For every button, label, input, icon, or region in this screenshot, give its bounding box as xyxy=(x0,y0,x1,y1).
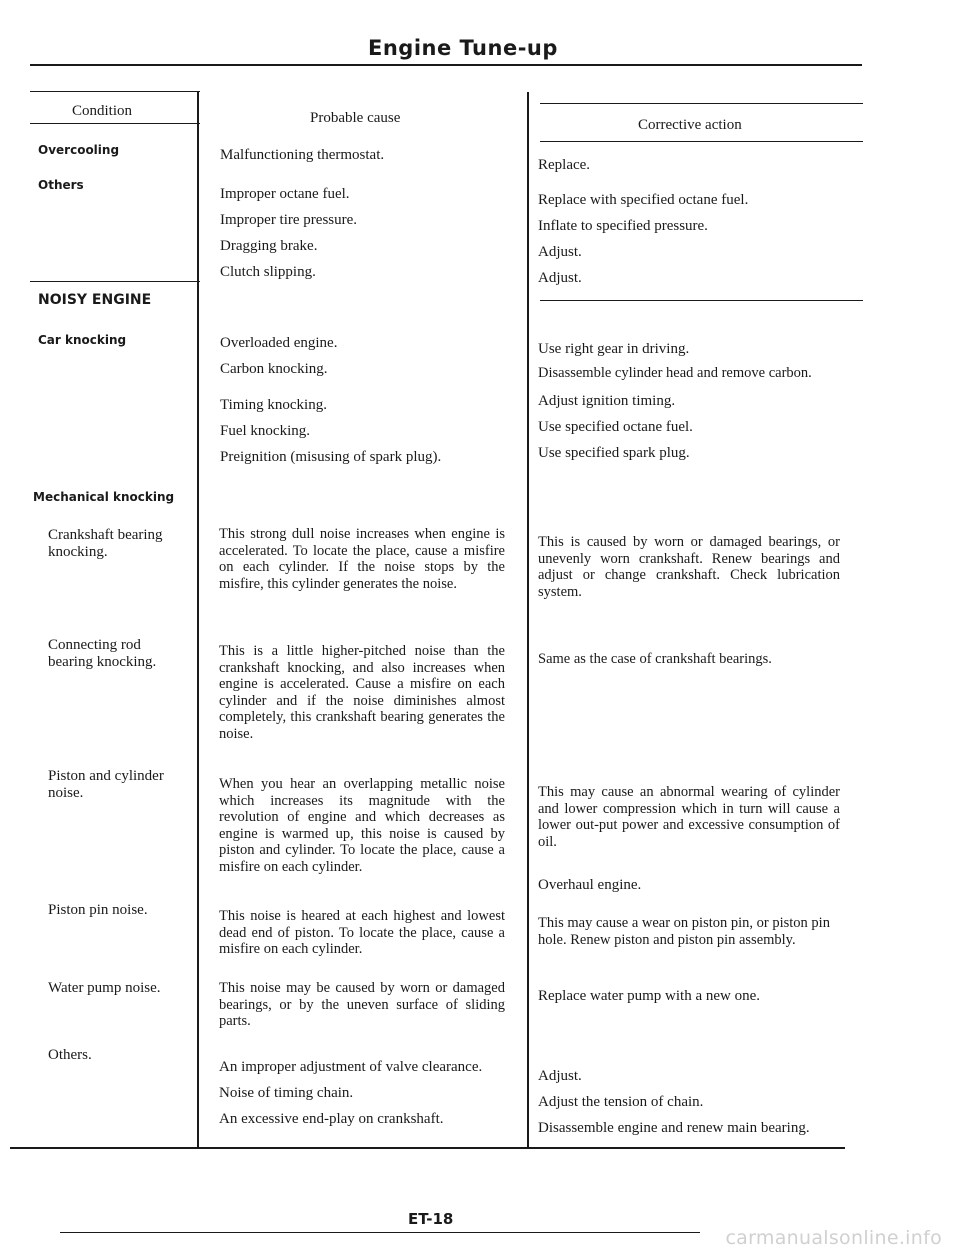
action-item: Adjust ignition timing. xyxy=(538,392,676,409)
action-crankshaft-bearing: This is caused by worn or damaged bearings, or unevenly worn crankshaft. Renew bearings and adjust or change crankshaft. Check lubrication system. xyxy=(538,534,840,600)
cause-crankshaft-bearing: This strong dull noise increases when engine is accelerated. To locate the place, cause a misfire on each cylinder. If the noise stops by the misfire, this cylinder generates the noise. xyxy=(219,526,505,592)
header-under-right xyxy=(540,141,863,142)
header-corrective-action: Corrective action xyxy=(638,117,742,133)
column-divider-2 xyxy=(527,92,529,1149)
action-item: Adjust the tension of chain. xyxy=(538,1094,704,1110)
subsection-mechanical-knocking: Mechanical knocking xyxy=(33,490,175,504)
cause-item: Noise of timing chain. xyxy=(219,1085,354,1101)
action-item: Adjust. xyxy=(538,1068,582,1084)
action-piston-pin: This may cause a wear on piston pin, or piston pin hole. Renew piston and piston pin assembly. xyxy=(538,915,830,948)
page-number: ET-18 xyxy=(408,1210,454,1228)
condition-piston-cylinder: Piston and cylinder noise. xyxy=(48,768,164,801)
action-item: Disassemble cylinder head and remove carbon. xyxy=(538,365,812,381)
header-rule-left xyxy=(30,91,200,92)
section-rule-left xyxy=(30,281,200,282)
condition-connecting-rod: Connecting rod bearing knocking. xyxy=(48,637,157,670)
cause-item: An improper adjustment of valve clearance. xyxy=(219,1059,483,1075)
action-list-others xyxy=(538,187,848,291)
cause-piston-pin: This noise is heared at each highest and lowest dead end of piston. To locate the place, cause a misfire on each cylinder. xyxy=(219,908,505,957)
section-heading-noisy-engine: NOISY ENGINE xyxy=(38,292,152,308)
action-piston-cylinder: This may cause an abnormal wearing of cylinder and lower compression which in turn will cause a lower out-put power and excessive consumption of oil. xyxy=(538,784,840,850)
page-title: Engine Tune-up xyxy=(368,36,558,60)
action-list-car-knocking xyxy=(538,336,842,466)
top-rule xyxy=(30,64,862,66)
condition-piston-pin: Piston pin noise. xyxy=(48,902,148,918)
footer-rule xyxy=(60,1232,700,1233)
action-item: Use specified octane fuel. xyxy=(538,418,693,435)
action-item: Inflate to specified pressure. xyxy=(538,218,708,234)
header-condition: Condition xyxy=(72,103,133,119)
cause-list-others xyxy=(220,181,520,285)
bottom-rule xyxy=(10,1147,845,1149)
cause-item: Dragging brake. xyxy=(220,238,318,254)
cause-item: Clutch slipping. xyxy=(220,264,316,280)
cause-list-car-knocking xyxy=(220,330,520,470)
action-item: Adjust. xyxy=(538,244,582,260)
action-overhaul-engine: Overhaul engine. xyxy=(538,877,642,893)
watermark-link[interactable]: carmanualsonline.info xyxy=(725,1227,942,1249)
header-rule-right xyxy=(540,103,863,104)
cause-item: Overloaded engine. xyxy=(220,335,338,351)
cause-overcooling: Malfunctioning thermostat. xyxy=(220,147,385,163)
condition-others: Others xyxy=(38,178,84,192)
action-list-others-noise xyxy=(538,1063,858,1141)
header-probable-cause: Probable cause xyxy=(310,110,401,126)
action-item: Adjust. xyxy=(538,270,582,286)
section-rule-right xyxy=(540,300,863,301)
action-overcooling: Replace. xyxy=(538,157,591,173)
cause-item: Preignition (misusing of spark plug). xyxy=(220,449,442,465)
cause-item: Improper octane fuel. xyxy=(220,186,350,202)
action-item: Use right gear in driving. xyxy=(538,341,690,357)
action-water-pump: Replace water pump with a new one. xyxy=(538,988,761,1004)
action-item: Replace with specified octane fuel. xyxy=(538,192,749,208)
condition-water-pump: Water pump noise. xyxy=(48,980,161,996)
header-under-left xyxy=(30,123,200,124)
condition-overcooling: Overcooling xyxy=(38,143,120,157)
condition-others-noise: Others. xyxy=(48,1047,92,1063)
cause-water-pump: This noise may be caused by worn or damaged bearings, or by the uneven surface of sliding parts. xyxy=(219,980,505,1029)
cause-item: Fuel knocking. xyxy=(220,423,310,439)
cause-item: Timing knocking. xyxy=(220,397,327,413)
column-divider-1 xyxy=(197,92,199,1149)
action-item: Use specified spark plug. xyxy=(538,444,690,461)
cause-item: An excessive end-play on crankshaft. xyxy=(219,1111,444,1127)
action-item: Disassemble engine and renew main bearing. xyxy=(538,1120,810,1136)
condition-car-knocking: Car knocking xyxy=(38,333,127,347)
cause-list-others-noise xyxy=(219,1054,519,1132)
cause-item: Improper tire pressure. xyxy=(220,212,358,228)
cause-piston-cylinder: When you hear an overlapping metallic noise which increases its magnitude with the revolution of engine and which decreases as engine is warmed up, this noise is caused by piston and cylinder. To locate the place, cause a misfire on each cylinder. xyxy=(219,776,505,875)
condition-crankshaft-bearing: Crankshaft bearing knocking. xyxy=(48,527,163,560)
cause-item: Carbon knocking. xyxy=(220,361,328,377)
cause-connecting-rod: This is a little higher-pitched noise than the crankshaft knocking, and also increases when engine is accelerated. Cause a misfire on each cylinder and if the noise diminishes almost completely, this crankshaft bearing generates the noise. xyxy=(219,643,505,742)
action-connecting-rod: Same as the case of crankshaft bearings. xyxy=(538,651,772,667)
